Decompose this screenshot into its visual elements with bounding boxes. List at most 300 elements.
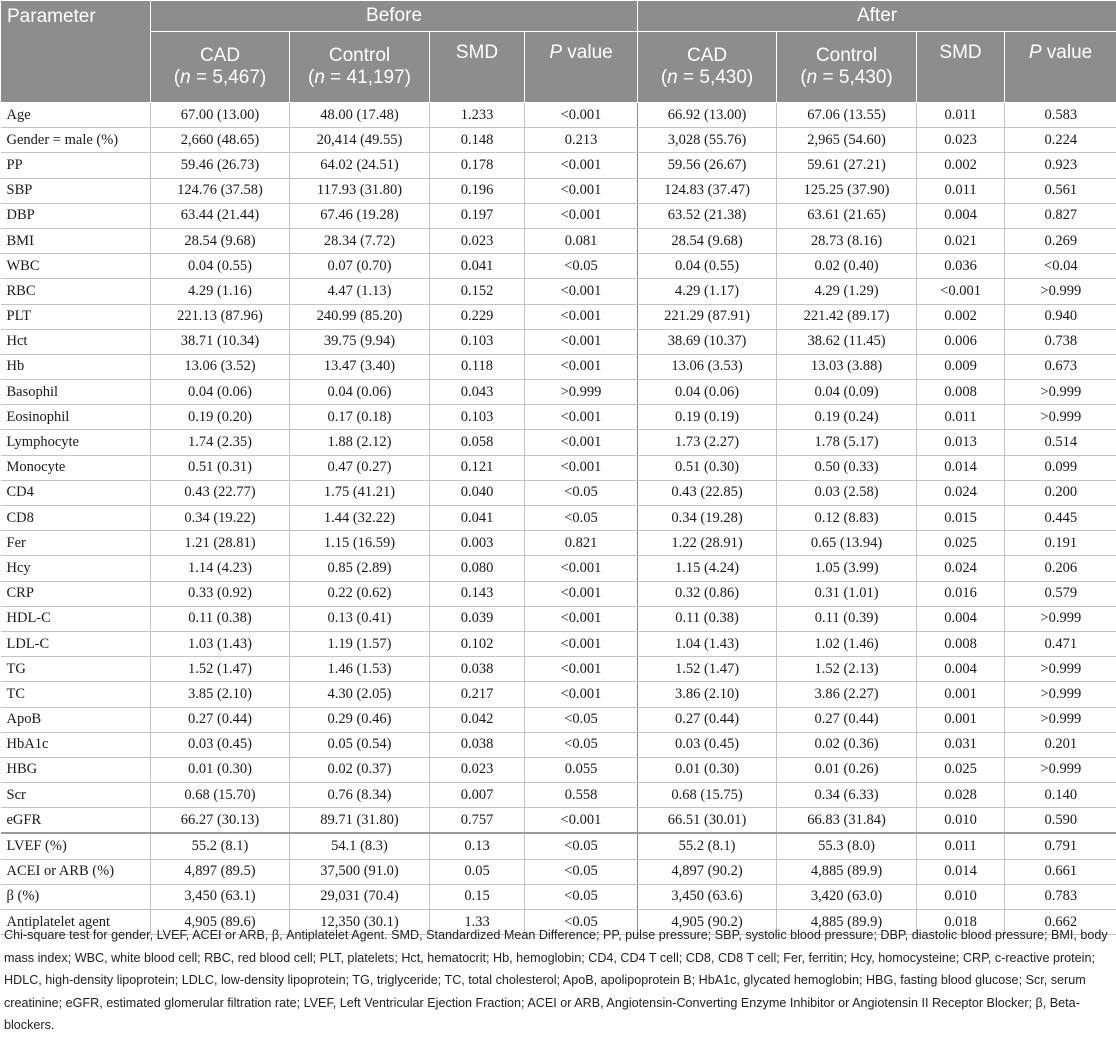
p-value-before-cell: <0.05 [525, 833, 638, 859]
cad-before-cell: 0.27 (0.44) [151, 707, 290, 732]
cad-before-cell: 13.06 (3.52) [151, 354, 290, 379]
cad-after-cell: 1.22 (28.91) [638, 531, 777, 556]
smd-after-cell: 0.025 [917, 757, 1005, 782]
parameter-cell: Hcy [1, 556, 151, 581]
p-value-before-cell: <0.05 [525, 732, 638, 757]
cad-before-cell: 0.04 (0.06) [151, 380, 290, 405]
p-value-after-cell: >0.999 [1005, 757, 1116, 782]
cad-after-cell: 0.68 (15.75) [638, 783, 777, 808]
cad-after-cell: 4,897 (90.2) [638, 859, 777, 884]
parameter-cell: CD4 [1, 480, 151, 505]
parameter-cell: DBP [1, 203, 151, 228]
p-value-before-cell: <0.001 [525, 682, 638, 707]
cad-after-cell: 13.06 (3.53) [638, 354, 777, 379]
control-after-cell: 2,965 (54.60) [777, 128, 917, 153]
control-before-cell: 0.47 (0.27) [290, 455, 430, 480]
cad-after-cell: 0.51 (0.30) [638, 455, 777, 480]
table-row [1, 405, 1116, 430]
p-value-before-cell: <0.001 [525, 455, 638, 480]
smd-before-cell: 0.152 [430, 279, 525, 304]
table-row [1, 682, 1116, 707]
smd-after-cell: 0.025 [917, 531, 1005, 556]
p-value-after-cell: 0.673 [1005, 354, 1116, 379]
smd-after-cell: 0.028 [917, 783, 1005, 808]
before-header: Before [151, 1, 638, 32]
table-row [1, 556, 1116, 581]
cad-after-cell: 63.52 (21.38) [638, 203, 777, 228]
smd-before-cell: 0.217 [430, 682, 525, 707]
cad-after-cell: 1.52 (1.47) [638, 657, 777, 682]
smd-after-cell: 0.024 [917, 480, 1005, 505]
control-after-cell: 0.02 (0.36) [777, 732, 917, 757]
control-after-cell: 1.78 (5.17) [777, 430, 917, 455]
p-value-before-cell: <0.001 [525, 304, 638, 329]
cad-before-cell: 0.19 (0.20) [151, 405, 290, 430]
cad-before-cell: 0.43 (22.77) [151, 480, 290, 505]
smd-after-cell: 0.014 [917, 455, 1005, 480]
smd-before-header: SMD [430, 32, 525, 103]
control-after-cell: 0.27 (0.44) [777, 707, 917, 732]
cad-before-cell: 1.03 (1.43) [151, 631, 290, 656]
cad-before-cell: 0.04 (0.55) [151, 254, 290, 279]
smd-before-cell: 0.121 [430, 455, 525, 480]
control-after-cell: 59.61 (27.21) [777, 153, 917, 178]
cad-after-cell: 28.54 (9.68) [638, 228, 777, 253]
table-row [1, 707, 1116, 732]
control-before-cell: 12,350 (30.1) [290, 910, 430, 935]
smd-before-cell: 0.040 [430, 480, 525, 505]
table-row [1, 128, 1116, 153]
parameter-cell: TC [1, 682, 151, 707]
smd-after-cell: 0.011 [917, 405, 1005, 430]
cad-after-cell: 0.04 (0.06) [638, 380, 777, 405]
p-value-before-cell: <0.001 [525, 354, 638, 379]
cad-before-cell: 55.2 (8.1) [151, 833, 290, 859]
cad-before-cell: 0.01 (0.30) [151, 757, 290, 782]
control-after-header [777, 32, 917, 103]
p-value-after-cell: 0.561 [1005, 178, 1116, 203]
control-after-cell: 4.29 (1.29) [777, 279, 917, 304]
smd-before-cell: 1.33 [430, 910, 525, 935]
control-before-cell: 29,031 (70.4) [290, 884, 430, 909]
control-after-cell: 221.42 (89.17) [777, 304, 917, 329]
control-before-cell: 0.17 (0.18) [290, 405, 430, 430]
smd-before-cell: 0.023 [430, 228, 525, 253]
p-value-after-cell: 0.738 [1005, 329, 1116, 354]
smd-after-cell: 0.016 [917, 581, 1005, 606]
p-value-after-cell: 0.224 [1005, 128, 1116, 153]
cad-after-cell: 0.03 (0.45) [638, 732, 777, 757]
control-after-cell: 63.61 (21.65) [777, 203, 917, 228]
smd-before-cell: 0.196 [430, 178, 525, 203]
control-before-cell: 1.19 (1.57) [290, 631, 430, 656]
smd-after-cell: 0.013 [917, 430, 1005, 455]
cad-after-cell: 3,450 (63.6) [638, 884, 777, 909]
parameter-cell: Fer [1, 531, 151, 556]
p-value-before-cell: <0.001 [525, 153, 638, 178]
table-row [1, 304, 1116, 329]
parameter-cell: Antiplatelet agent [1, 910, 151, 935]
smd-before-cell: 0.080 [430, 556, 525, 581]
p-value-before-cell: <0.001 [525, 405, 638, 430]
cad-before-cell: 2,660 (48.65) [151, 128, 290, 153]
p-value-after-cell: >0.999 [1005, 682, 1116, 707]
cad-before-cell: 1.74 (2.35) [151, 430, 290, 455]
p-value-after-cell: 0.206 [1005, 556, 1116, 581]
p-value-before-cell: 0.558 [525, 783, 638, 808]
table-row [1, 430, 1116, 455]
control-after-cell: 0.65 (13.94) [777, 531, 917, 556]
parameter-cell: Basophil [1, 380, 151, 405]
smd-before-cell: 0.05 [430, 859, 525, 884]
table-row [1, 657, 1116, 682]
smd-after-cell: 0.009 [917, 354, 1005, 379]
table-row [1, 783, 1116, 808]
n-symbol: n [667, 67, 678, 88]
control-after-cell: 3.86 (2.27) [777, 682, 917, 707]
table-body [1, 103, 1116, 935]
table-row [1, 480, 1116, 505]
parameter-cell: PP [1, 153, 151, 178]
smd-after-cell: 0.008 [917, 380, 1005, 405]
p-value-before-cell: <0.001 [525, 430, 638, 455]
table-row [1, 178, 1116, 203]
smd-before-cell: 0.229 [430, 304, 525, 329]
p-value-before-cell: <0.05 [525, 910, 638, 935]
smd-before-cell: 0.041 [430, 506, 525, 531]
p-value-before-cell: <0.001 [525, 631, 638, 656]
cad-before-cell: 4.29 (1.16) [151, 279, 290, 304]
smd-before-cell: 0.103 [430, 329, 525, 354]
p-value-before-cell: <0.001 [525, 606, 638, 631]
p-value-after-cell: 0.579 [1005, 581, 1116, 606]
p-value-before-cell: <0.001 [525, 808, 638, 834]
control-after-cell: 0.02 (0.40) [777, 254, 917, 279]
p-symbol: P [1029, 42, 1042, 63]
parameter-cell: eGFR [1, 808, 151, 834]
cad-after-cell: 3,028 (55.76) [638, 128, 777, 153]
parameter-cell: BMI [1, 228, 151, 253]
p-value-before-cell: <0.001 [525, 581, 638, 606]
cad-after-cell: 1.04 (1.43) [638, 631, 777, 656]
p-value-before-cell: <0.05 [525, 859, 638, 884]
control-after-cell: 3,420 (63.0) [777, 884, 917, 909]
control-before-cell: 1.15 (16.59) [290, 531, 430, 556]
smd-before-cell: 0.13 [430, 833, 525, 859]
p-value-after-cell: >0.999 [1005, 657, 1116, 682]
smd-after-cell: 0.010 [917, 884, 1005, 909]
smd-before-cell: 0.118 [430, 354, 525, 379]
control-before-cell: 0.29 (0.46) [290, 707, 430, 732]
p-value-after-cell: 0.201 [1005, 732, 1116, 757]
smd-after-cell: 0.010 [917, 808, 1005, 834]
p-value-before-cell: <0.05 [525, 254, 638, 279]
smd-after-cell: 0.015 [917, 506, 1005, 531]
control-after-cell: 66.83 (31.84) [777, 808, 917, 834]
cad-after-cell: 55.2 (8.1) [638, 833, 777, 859]
control-before-cell: 39.75 (9.94) [290, 329, 430, 354]
smd-after-cell: 0.002 [917, 304, 1005, 329]
parameter-cell: RBC [1, 279, 151, 304]
table-row [1, 833, 1116, 859]
parameter-cell: HBG [1, 757, 151, 782]
smd-before-cell: 0.178 [430, 153, 525, 178]
control-before-cell: 28.34 (7.72) [290, 228, 430, 253]
cad-after-cell: 66.51 (30.01) [638, 808, 777, 834]
smd-after-cell: 0.001 [917, 707, 1005, 732]
control-before-cell: 1.44 (32.22) [290, 506, 430, 531]
smd-before-cell: 0.143 [430, 581, 525, 606]
control-before-cell: 1.75 (41.21) [290, 480, 430, 505]
smd-after-cell: 0.024 [917, 556, 1005, 581]
smd-after-cell: 0.021 [917, 228, 1005, 253]
cad-before-cell: 59.46 (26.73) [151, 153, 290, 178]
table-row [1, 531, 1116, 556]
control-after-cell: 0.11 (0.39) [777, 606, 917, 631]
parameter-cell: CD8 [1, 506, 151, 531]
parameter-cell: Eosinophil [1, 405, 151, 430]
smd-after-cell: <0.001 [917, 279, 1005, 304]
parameter-cell: CRP [1, 581, 151, 606]
control-after-cell: 0.12 (8.83) [777, 506, 917, 531]
p-value-before-cell: <0.05 [525, 480, 638, 505]
control-after-cell: 1.52 (2.13) [777, 657, 917, 682]
parameter-cell: HDL-C [1, 606, 151, 631]
p-value-after-cell: 0.661 [1005, 859, 1116, 884]
cad-before-cell: 4,905 (89.6) [151, 910, 290, 935]
smd-before-cell: 0.058 [430, 430, 525, 455]
table-row [1, 581, 1116, 606]
table-row [1, 757, 1116, 782]
cad-after-name: CAD [644, 45, 770, 67]
p-value-after-cell: 0.191 [1005, 531, 1116, 556]
table-row [1, 606, 1116, 631]
cad-before-header [151, 32, 290, 103]
smd-after-cell: 0.011 [917, 103, 1005, 128]
control-after-cell: 1.02 (1.46) [777, 631, 917, 656]
parameter-cell: LVEF (%) [1, 833, 151, 859]
smd-before-cell: 0.102 [430, 631, 525, 656]
p-value-before-cell: 0.081 [525, 228, 638, 253]
p-value-after-cell: 0.140 [1005, 783, 1116, 808]
smd-after-cell: 0.014 [917, 859, 1005, 884]
p-value-before-cell: <0.001 [525, 657, 638, 682]
smd-after-cell: 0.004 [917, 606, 1005, 631]
cad-before-cell: 0.03 (0.45) [151, 732, 290, 757]
table-row [1, 884, 1116, 909]
cad-before-cell: 4,897 (89.5) [151, 859, 290, 884]
cad-after-cell: 1.73 (2.27) [638, 430, 777, 455]
cad-before-cell: 66.27 (30.13) [151, 808, 290, 834]
table-row [1, 354, 1116, 379]
control-before-name: Control [296, 45, 423, 67]
smd-before-cell: 1.233 [430, 103, 525, 128]
control-before-cell: 0.07 (0.70) [290, 254, 430, 279]
cad-after-cell: 0.04 (0.55) [638, 254, 777, 279]
cad-after-cell: 0.43 (22.85) [638, 480, 777, 505]
control-after-cell: 67.06 (13.55) [777, 103, 917, 128]
p-value-after-cell: 0.940 [1005, 304, 1116, 329]
control-before-cell: 89.71 (31.80) [290, 808, 430, 834]
control-before-cell: 117.93 (31.80) [290, 178, 430, 203]
smd-after-cell: 0.002 [917, 153, 1005, 178]
control-before-cell: 37,500 (91.0) [290, 859, 430, 884]
control-after-cell: 28.73 (8.16) [777, 228, 917, 253]
cad-before-n: (n = 5,467) [157, 67, 283, 89]
table-row [1, 808, 1116, 834]
control-after-cell: 0.34 (6.33) [777, 783, 917, 808]
control-before-n: (n = 41,197) [296, 67, 423, 89]
smd-after-cell: 0.018 [917, 910, 1005, 935]
p-value-before-cell: 0.055 [525, 757, 638, 782]
table-header [1, 1, 1116, 103]
smd-before-cell: 0.103 [430, 405, 525, 430]
cad-after-cell: 66.92 (13.00) [638, 103, 777, 128]
smd-before-cell: 0.148 [430, 128, 525, 153]
p-value-before-cell: >0.999 [525, 380, 638, 405]
control-before-cell: 0.13 (0.41) [290, 606, 430, 631]
control-after-n: (n = 5,430) [783, 67, 910, 89]
cad-before-cell: 0.11 (0.38) [151, 606, 290, 631]
p-value-after-cell: 0.514 [1005, 430, 1116, 455]
smd-after-cell: 0.004 [917, 657, 1005, 682]
parameter-cell: Monocyte [1, 455, 151, 480]
cad-after-header [638, 32, 777, 103]
smd-after-cell: 0.036 [917, 254, 1005, 279]
table-row [1, 228, 1116, 253]
control-before-cell: 0.22 (0.62) [290, 581, 430, 606]
cad-after-cell: 38.69 (10.37) [638, 329, 777, 354]
p-value-after-cell: 0.662 [1005, 910, 1116, 935]
control-after-cell: 4,885 (89.9) [777, 859, 917, 884]
p-value-after-cell: >0.999 [1005, 707, 1116, 732]
smd-before-cell: 0.15 [430, 884, 525, 909]
table-row [1, 506, 1116, 531]
cad-after-cell: 59.56 (26.67) [638, 153, 777, 178]
p-value-before-cell: <0.001 [525, 203, 638, 228]
control-before-cell: 64.02 (24.51) [290, 153, 430, 178]
p-value-before-cell: <0.05 [525, 884, 638, 909]
p-value-after-cell: 0.445 [1005, 506, 1116, 531]
p-value-before-cell: <0.05 [525, 506, 638, 531]
cad-after-cell: 0.32 (0.86) [638, 581, 777, 606]
control-before-cell: 13.47 (3.40) [290, 354, 430, 379]
cad-before-cell: 0.51 (0.31) [151, 455, 290, 480]
cad-before-cell: 1.52 (1.47) [151, 657, 290, 682]
smd-after-cell: 0.011 [917, 833, 1005, 859]
table-row [1, 254, 1116, 279]
control-after-cell: 0.31 (1.01) [777, 581, 917, 606]
parameter-cell: HbA1c [1, 732, 151, 757]
table-footnote: Chi-square test for gender, LVEF, ACEI or ARB, β, Antiplatelet Agent. SMD, Standardized Mean Difference; PP, pulse pressure; SBP, systolic blood pressure; DBP, diastolic blood pressure; BMI, body mass index; WBC, white blood cell; RBC, red blood cell; PLT, platelets; Hct, hematocrit; Hb, hemoglobin; CD4, CD4 T cell; CD8, CD8 T cell; Fer, ferritin; Hcy, homocysteine; CRP, c-reactive protein; HDLC, high-density lipoprotein; LDLC, low-density lipoprotein; TG, triglyceride; TC, total cholesterol; ApoB, apolipoprotein B; HbA1c, glycated hemoglobin; HBG, fasting blood glucose; Scr, serum creatinine; eGFR, estimated glomerular filtration rate; LVEF, Left Ventricular Ejection Fraction; ACEI or ARB, Angiotensin-Converting Enzyme Inhibitor or Angiotensin II Receptor Blocker; β, Beta-blockers. [4, 924, 1112, 1037]
control-before-cell: 67.46 (19.28) [290, 203, 430, 228]
control-before-cell: 1.88 (2.12) [290, 430, 430, 455]
p-value-after-cell: 0.923 [1005, 153, 1116, 178]
smd-after-cell: 0.023 [917, 128, 1005, 153]
smd-before-cell: 0.038 [430, 732, 525, 757]
cad-before-cell: 67.00 (13.00) [151, 103, 290, 128]
parameter-cell: Hct [1, 329, 151, 354]
table-row [1, 103, 1116, 128]
smd-before-cell: 0.007 [430, 783, 525, 808]
p-value-text: value [562, 42, 613, 63]
smd-before-cell: 0.197 [430, 203, 525, 228]
cad-after-cell: 0.27 (0.44) [638, 707, 777, 732]
p-value-after-cell: >0.999 [1005, 279, 1116, 304]
smd-before-cell: 0.041 [430, 254, 525, 279]
parameter-cell: Age [1, 103, 151, 128]
control-before-header [290, 32, 430, 103]
parameter-cell: PLT [1, 304, 151, 329]
p-value-after-cell: 0.200 [1005, 480, 1116, 505]
n-value: = 5,467) [191, 67, 267, 88]
control-before-cell: 0.76 (8.34) [290, 783, 430, 808]
table-row [1, 279, 1116, 304]
parameter-header: Parameter [1, 1, 151, 103]
header-group-row [1, 1, 1116, 32]
control-after-cell: 0.50 (0.33) [777, 455, 917, 480]
parameter-cell: Scr [1, 783, 151, 808]
p-symbol: P [549, 42, 562, 63]
p-value-after-cell: 0.583 [1005, 103, 1116, 128]
control-before-cell: 0.02 (0.37) [290, 757, 430, 782]
n-value: = 5,430) [678, 67, 754, 88]
n-symbol: n [180, 67, 191, 88]
p-value-after-cell: 0.099 [1005, 455, 1116, 480]
parameter-cell: Hb [1, 354, 151, 379]
smd-after-cell: 0.006 [917, 329, 1005, 354]
p-value-before-cell: <0.001 [525, 178, 638, 203]
smd-after-cell: 0.031 [917, 732, 1005, 757]
p-value-before-header [525, 32, 638, 103]
p-value-before-cell: <0.001 [525, 556, 638, 581]
cad-after-cell: 0.19 (0.19) [638, 405, 777, 430]
smd-before-cell: 0.023 [430, 757, 525, 782]
p-value-after-cell: >0.999 [1005, 405, 1116, 430]
table-row [1, 329, 1116, 354]
control-before-cell: 0.04 (0.06) [290, 380, 430, 405]
parameter-cell: LDL-C [1, 631, 151, 656]
cad-after-cell: 4,905 (90.2) [638, 910, 777, 935]
cad-before-cell: 1.14 (4.23) [151, 556, 290, 581]
smd-before-cell: 0.757 [430, 808, 525, 834]
control-after-cell: 0.01 (0.26) [777, 757, 917, 782]
p-value-after-cell: 0.269 [1005, 228, 1116, 253]
p-value-after-header [1005, 32, 1116, 103]
p-value-before-cell: 0.821 [525, 531, 638, 556]
control-after-cell: 1.05 (3.99) [777, 556, 917, 581]
table-row [1, 380, 1116, 405]
smd-before-cell: 0.042 [430, 707, 525, 732]
cad-after-cell: 1.15 (4.24) [638, 556, 777, 581]
parameter-cell: ApoB [1, 707, 151, 732]
cad-before-cell: 3,450 (63.1) [151, 884, 290, 909]
p-value-before-cell: <0.001 [525, 103, 638, 128]
control-before-cell: 48.00 (17.48) [290, 103, 430, 128]
p-value-after-cell: >0.999 [1005, 606, 1116, 631]
n-value: = 5,430) [817, 67, 893, 88]
n-value: = 41,197) [325, 67, 411, 88]
control-before-cell: 0.05 (0.54) [290, 732, 430, 757]
p-value-before-cell: <0.001 [525, 279, 638, 304]
parameter-cell: Lymphocyte [1, 430, 151, 455]
parameter-cell: β (%) [1, 884, 151, 909]
smd-after-cell: 0.011 [917, 178, 1005, 203]
parameter-cell: TG [1, 657, 151, 682]
cad-after-n: (n = 5,430) [644, 67, 770, 89]
n-symbol: n [807, 67, 818, 88]
control-after-cell: 0.04 (0.09) [777, 380, 917, 405]
